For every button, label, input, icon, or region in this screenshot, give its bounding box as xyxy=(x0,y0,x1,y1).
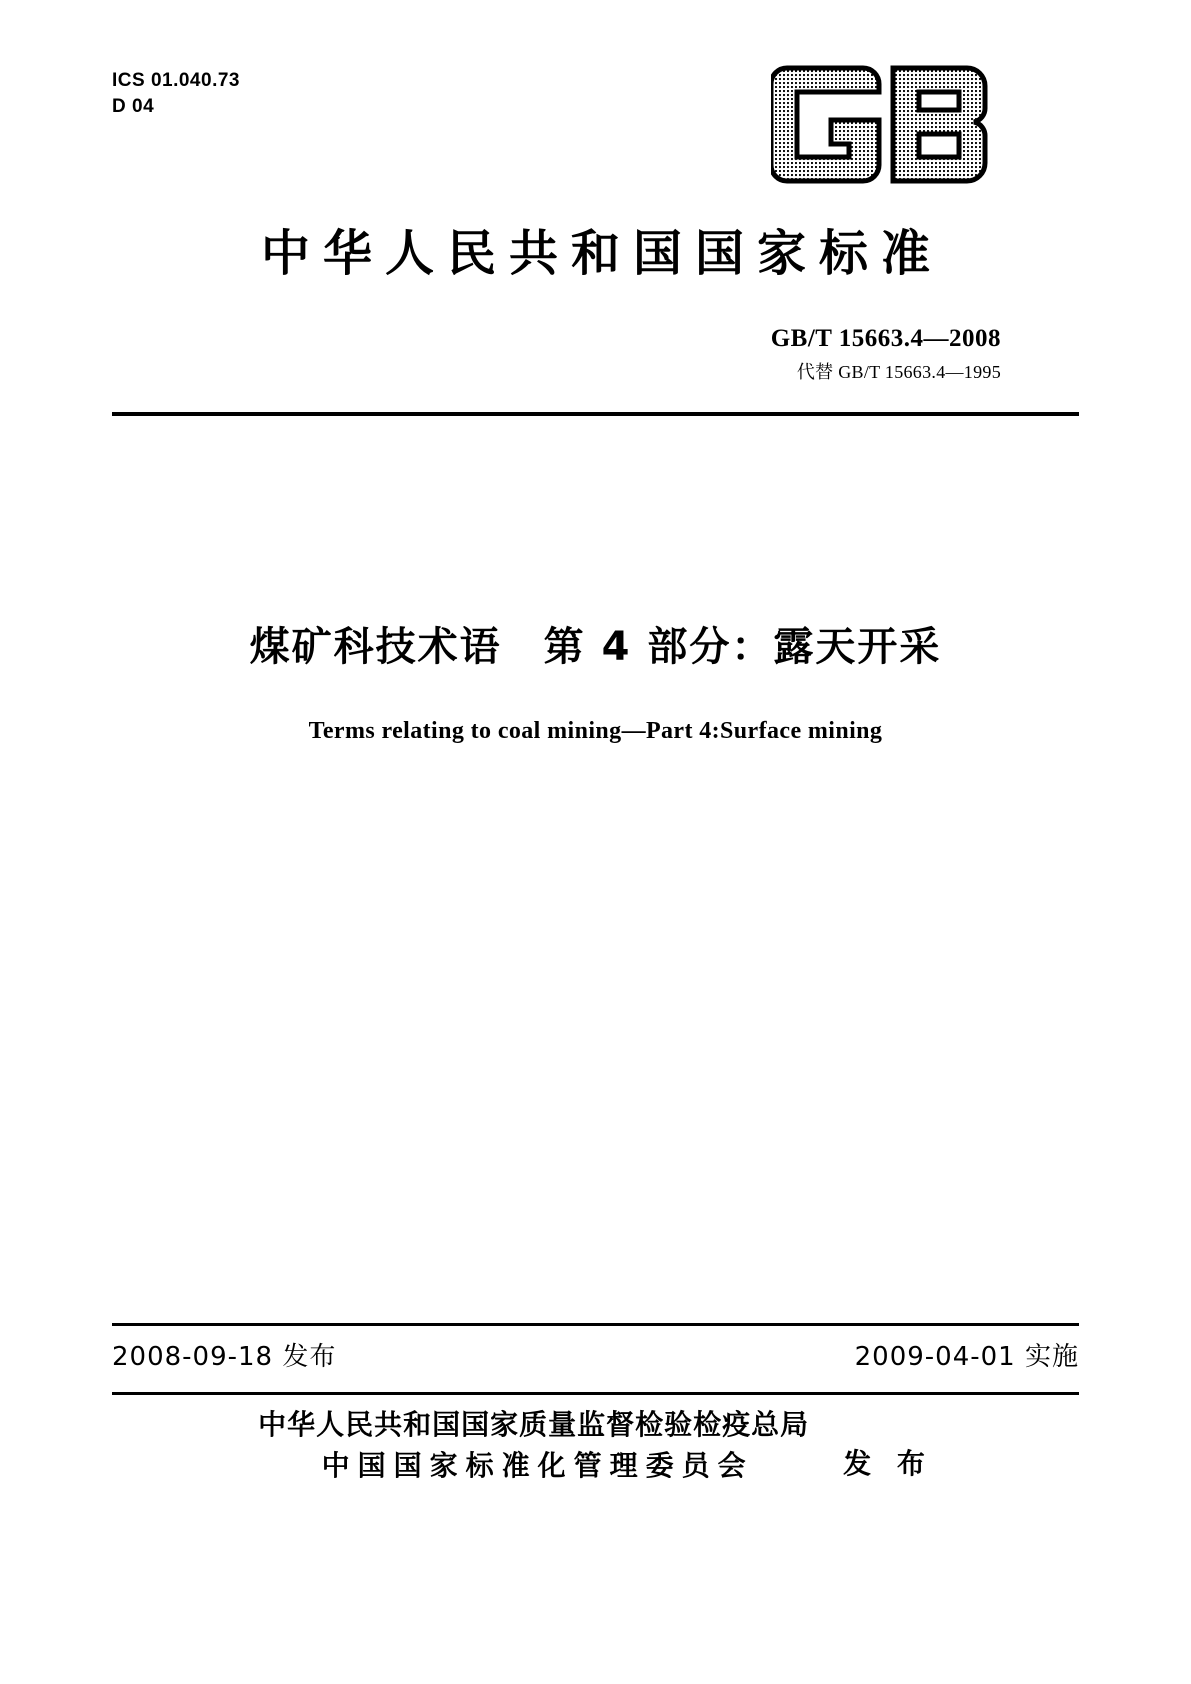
issuer-block xyxy=(0,1405,1191,1486)
gb-logo-icon xyxy=(771,62,1001,187)
document-title-english: Terms relating to coal mining—Part 4:Surface mining xyxy=(308,718,883,744)
footer-divider-top xyxy=(112,1323,1079,1326)
standard-number: GB/T 15663.4—2008 xyxy=(770,325,1001,352)
standard-replaces: 代替 GB/T 15663.4—1995 xyxy=(796,362,1001,382)
classification-code: D 04 xyxy=(112,95,155,117)
ics-classification-block xyxy=(112,68,240,119)
ics-code: ICS 01.040.73 xyxy=(112,70,240,91)
document-title-chinese: 煤矿科技术语 第 4 部分：露天开采 xyxy=(249,624,942,670)
national-standard-title: 中华人民共和国国家标准 xyxy=(260,225,943,282)
footer-divider-bottom xyxy=(112,1392,1079,1395)
issue-verb: 发 布 xyxy=(843,1447,933,1481)
issuer-organization-2: 中国国家标准化管理委员会 xyxy=(321,1448,754,1482)
implementation-date: 2009-04-01 实施 xyxy=(854,1342,1079,1372)
issuer-names xyxy=(258,1405,809,1486)
issue-date: 2008-09-18 发布 xyxy=(112,1342,337,1372)
header-divider xyxy=(112,412,1079,416)
issuer-organization-1: 中华人民共和国国家质量监督检验检疫总局 xyxy=(258,1408,810,1441)
